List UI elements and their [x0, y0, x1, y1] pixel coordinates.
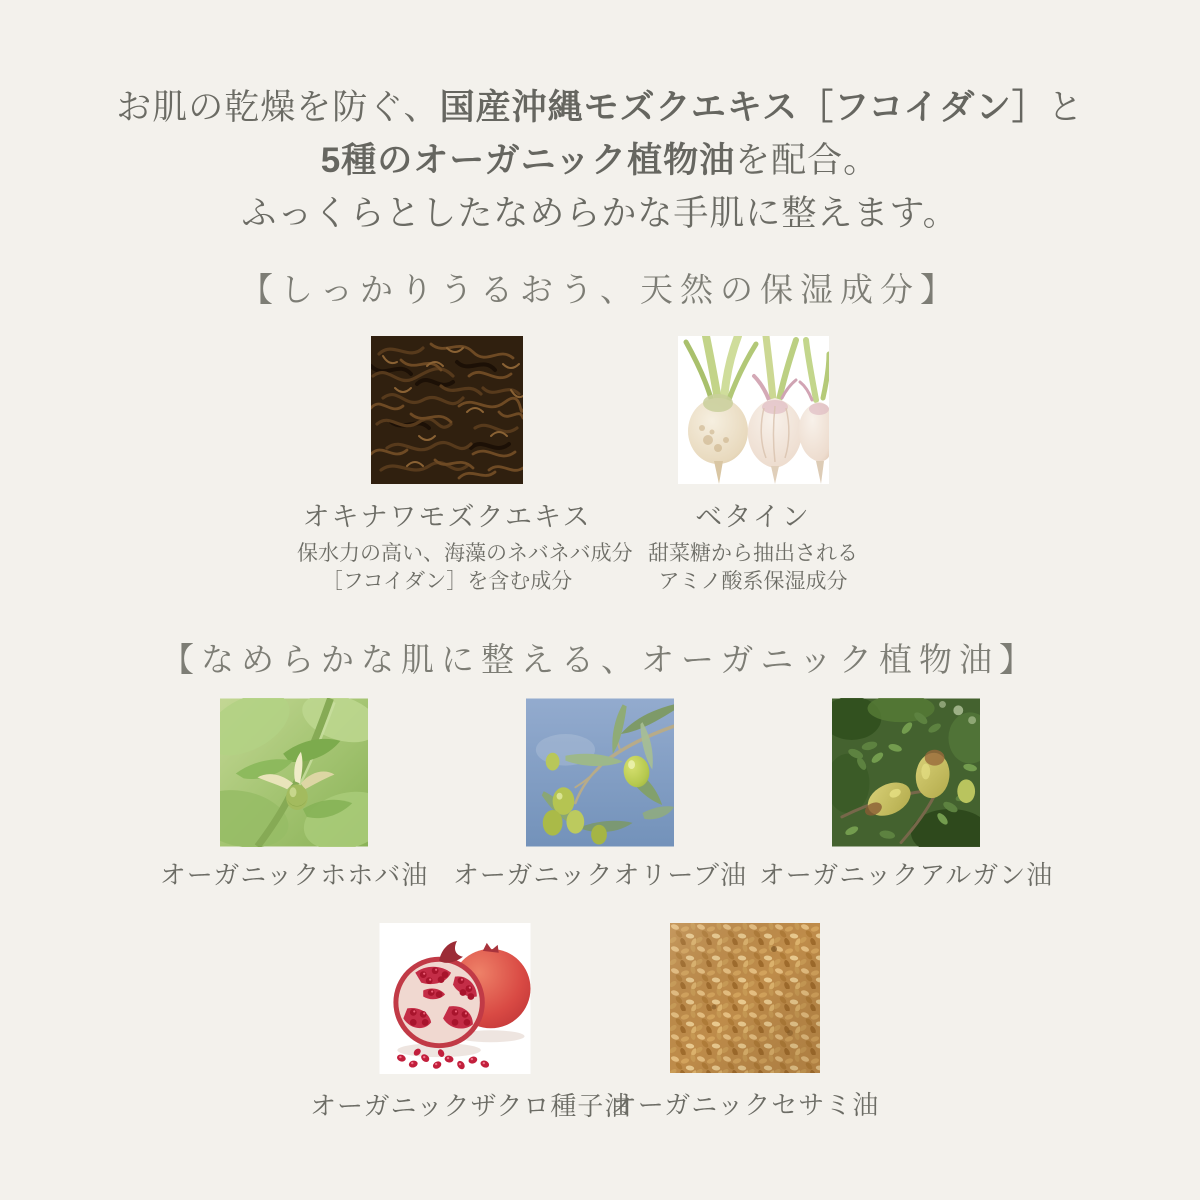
pomegranate-photo [379, 923, 531, 1074]
section-heading-oils: 【なめらかな肌に整える、オーガニック植物油】 [160, 641, 1040, 678]
ingredient-description: 甜菜糖から抽出される アミノ酸系保湿成分 [648, 542, 858, 593]
ingredient-betaine [603, 336, 903, 596]
argan-photo [832, 698, 980, 847]
moisturizing-ingredients-row [0, 336, 1200, 596]
intro-segment-bold: 5種のオーガニック植物油 [320, 141, 736, 180]
oil-jojoba [146, 698, 442, 891]
intro-line-2 [0, 134, 1200, 187]
oils-row-1 [0, 698, 1200, 891]
ingredient-mozuku [297, 336, 633, 596]
oil-title: オーガニックアルガン油 [758, 860, 1054, 890]
oil-title: オーガニックオリーブ油 [452, 860, 748, 890]
intro-line-1 [0, 81, 1200, 134]
oil-argan [758, 698, 1054, 891]
intro-segment-bold: 国産沖縄モズクエキス［フコイダン］ [439, 88, 1048, 127]
oil-sesame [600, 923, 890, 1121]
section-heading-moisturizing: 【しっかりうるおう、天然の保湿成分】 [240, 271, 960, 308]
intro-line-3 [0, 187, 1200, 240]
jojoba-photo [220, 698, 368, 847]
mozuku-seaweed-photo [371, 336, 523, 484]
oil-title: オーガニックザクロ種子油 [310, 1091, 632, 1121]
ingredient-title: オキナワモズクエキス [302, 502, 592, 532]
sesame-photo [670, 923, 820, 1073]
ingredient-caption [297, 501, 633, 596]
ingredient-caption [603, 501, 903, 596]
intro-segment: を配合。 [735, 141, 880, 180]
ingredient-title: ベタイン [695, 502, 811, 532]
oil-title: オーガニックホホバ油 [159, 860, 429, 890]
ingredient-description: 保水力の高い、海藻のネバネバ成分 ［フコイダン］を含む成分 [297, 542, 633, 593]
intro-segment: ふっくらとしたなめらかな手肌に整えます。 [241, 194, 959, 233]
oil-title: オーガニックセサミ油 [610, 1090, 880, 1120]
oil-olive [452, 698, 748, 891]
intro-segment: お肌の乾燥を防ぐ、 [116, 88, 440, 127]
oils-row-2 [0, 923, 1200, 1122]
intro-text [0, 0, 1200, 240]
sugar-beet-photo [678, 336, 829, 484]
oil-pomegranate [310, 923, 632, 1122]
intro-segment: と [1047, 88, 1084, 127]
olive-photo [526, 698, 674, 847]
